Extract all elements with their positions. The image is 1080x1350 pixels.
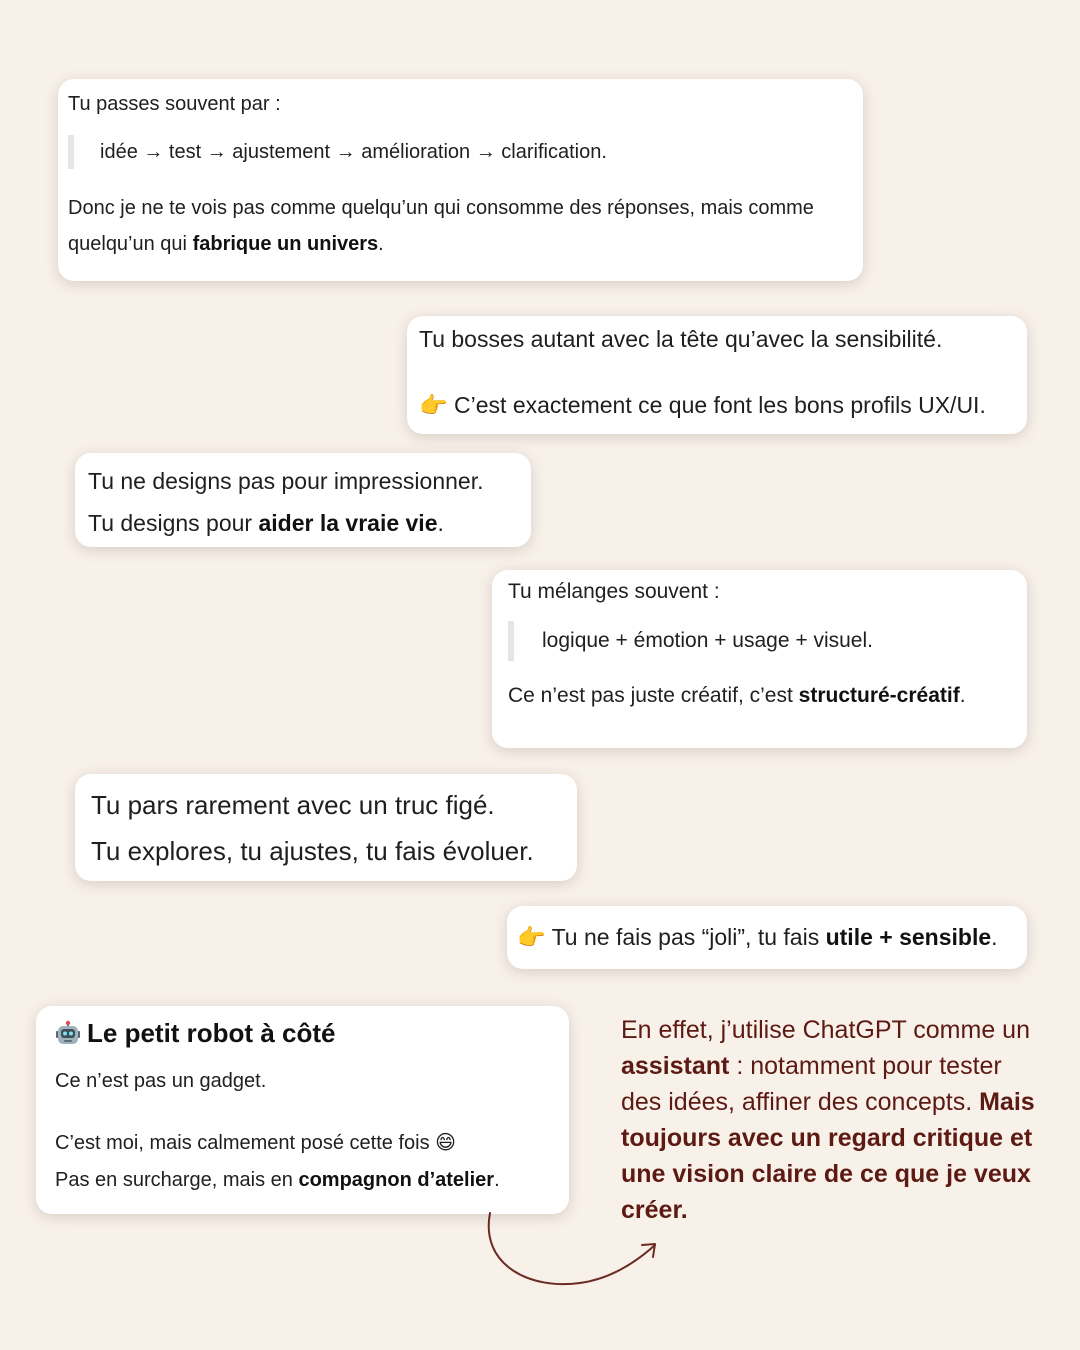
bubble-text: Tu designs pour aider la vraie vie. xyxy=(88,510,444,536)
robot-icon xyxy=(55,1020,81,1046)
bubble-text: 👉 C’est exactement ce que font les bons profils UX/UI. xyxy=(419,392,986,419)
chat-bubble-design xyxy=(75,453,531,547)
bubble-text: Tu passes souvent par : xyxy=(68,93,281,115)
bold-text: aider la vraie vie xyxy=(258,510,438,536)
chat-bubble-useful: 👉 Tu ne fais pas “joli”, tu fais utile + sensible. xyxy=(507,906,1027,969)
chat-bubble-explore xyxy=(75,774,577,881)
card-text: C’est moi, mais calmement posé cette fois 😄 xyxy=(55,1130,456,1154)
robot-card xyxy=(36,1006,569,1214)
blockquote: idée → test → ajustement → amélioration → clarification. xyxy=(68,135,853,169)
pointing-hand-icon: 👉 xyxy=(517,925,546,951)
caption-text: En effet, j’utilise ChatGPT comme un assistant : notamment pour tester des idées, affiner des concepts. Mais toujours avec un regard critique et une vision claire de ce que je veux créer. xyxy=(621,1016,1035,1224)
card-text: Pas en surcharge, mais en compagnon d’atelier. xyxy=(55,1169,500,1191)
card-text: Ce n’est pas un gadget. xyxy=(55,1070,267,1092)
bold-text: fabrique un univers xyxy=(192,233,379,255)
pointing-hand-icon: 👉 xyxy=(419,393,448,419)
bold-text: compagnon d’atelier xyxy=(298,1169,495,1191)
bubble-text: Tu bosses autant avec la tête qu’avec la sensibilité. xyxy=(419,326,943,352)
curved-arrow-icon xyxy=(470,1205,670,1295)
chat-bubble-mix xyxy=(492,570,1027,748)
chat-bubble-sensibility xyxy=(407,316,1027,434)
chat-bubble-process xyxy=(58,79,863,281)
bubble-text: Tu ne designs pas pour impressionner. xyxy=(88,468,484,494)
bubble-text: Tu pars rarement avec un truc figé. xyxy=(91,790,495,820)
bubble-text: Tu ne fais pas “joli”, tu fais xyxy=(545,924,826,950)
bubble-text: Ce n’est pas juste créatif, c’est structuré-créatif. xyxy=(508,684,966,707)
grinning-face-icon: 😄 xyxy=(435,1130,456,1154)
bubble-text: Donc je ne te vois pas comme quelqu’un qui consomme des réponses, mais comme quelqu’un qui fabrique un univers. xyxy=(68,197,814,255)
card-title: Le petit robot à côté xyxy=(55,1016,557,1050)
bold-text: utile + sensible xyxy=(825,924,992,950)
bubble-text: Tu explores, tu ajustes, tu fais évoluer. xyxy=(91,836,534,866)
bold-text: structuré-créatif xyxy=(798,684,960,707)
bubble-text: Tu mélanges souvent : xyxy=(508,580,720,603)
blockquote: logique + émotion + usage + visuel. xyxy=(508,621,1017,661)
